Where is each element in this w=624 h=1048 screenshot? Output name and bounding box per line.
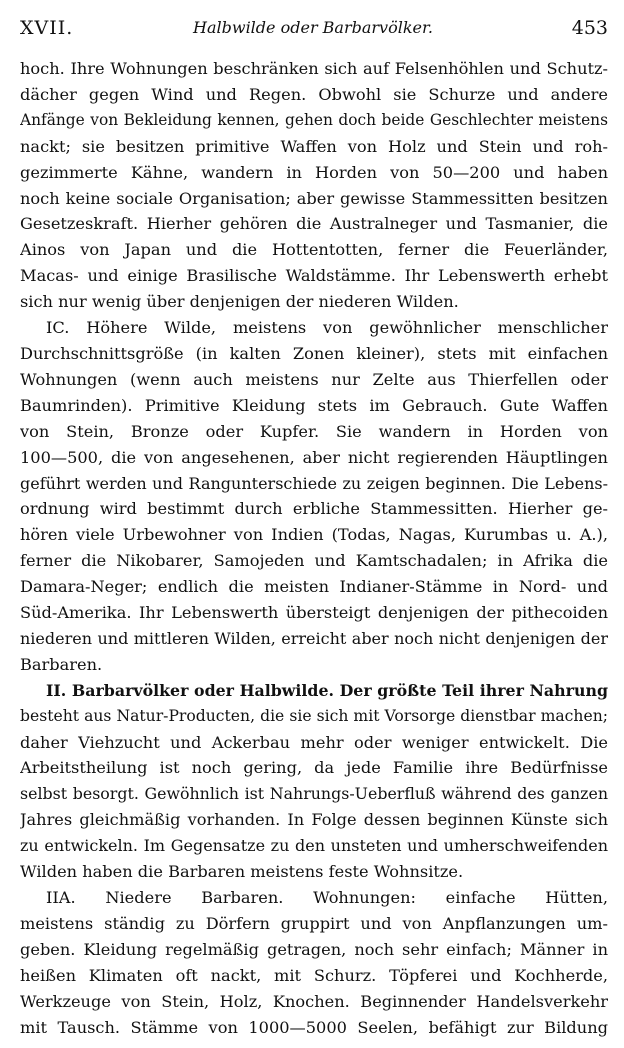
text-line: Arbeitstheilung ist noch gering, da jede Familie ihre Bedürfnisse bbox=[20, 758, 608, 778]
page-number: 453 bbox=[571, 17, 608, 39]
text-line: Durchschnittsgröße (in kalten Zonen kleiner), stets mit einfachen bbox=[20, 343, 608, 363]
text-line: hoch. Ihre Wohnungen beschränken sich auf Felsenhöhlen und Schutz- bbox=[20, 59, 608, 78]
text-line: zu entwickeln. Im Gegensatze zu den unsteten und umherschweifenden bbox=[20, 836, 608, 856]
text-line: noch keine sociale Organisation; aber gewisse Stammessitten besitzen bbox=[20, 188, 608, 208]
text-line: Wilden haben die Barbaren meistens feste Wohnsitze. bbox=[20, 862, 464, 882]
text-line: niederen und mittleren Wilden, erreicht aber noch nicht denjenigen der bbox=[20, 628, 608, 648]
text-line: hören viele Urbewohner von Indien (Todas, Nagas, Kurumbas u. A.), bbox=[20, 525, 608, 545]
text-line: dächer gegen Wind und Regen. Obwohl sie Schurze und andere bbox=[20, 84, 608, 104]
text-line: Macas- und einige Brasilische Waldstämme. Ihr Lebenswerth erhebt bbox=[20, 266, 608, 286]
running-header bbox=[18, 14, 608, 42]
text-line: von Stein, Bronze oder Kupfer. Sie wandern in Horden von bbox=[20, 421, 608, 441]
text-line: ordnung wird bestimmt durch erbliche Stammessitten. Hierher ge- bbox=[20, 499, 608, 519]
running-title: Halbwilde oder Barbarvölker. bbox=[193, 18, 433, 37]
page-body bbox=[20, 56, 608, 1040]
text-line: Werkzeuge von Stein, Holz, Knochen. Beginnender Handelsverkehr bbox=[20, 991, 608, 1011]
text-line: Jahres gleichmäßig vorhanden. In Folge dessen beginnen Künste sich bbox=[20, 810, 608, 830]
section-heading-ii: II. Barbarvölker oder Halbwilde. Der größte Teil ihrer Nahrung bbox=[46, 680, 608, 700]
text-line: Gesetzeskraft. Hierher gehören die Australneger und Tasmanier, die bbox=[20, 214, 608, 234]
text-line: meistens ständig zu Dörfern gruppirt und von Anpflanzungen um- bbox=[20, 913, 608, 933]
text-line: Wohnungen (wenn auch meistens nur Zelte aus Thierfellen oder bbox=[20, 369, 608, 389]
text-line: geben. Kleidung regelmäßig getragen, noch sehr einfach; Männer in bbox=[20, 939, 608, 959]
text-line: selbst besorgt. Gewöhnlich ist Nahrungs-Ueberfluß während des ganzen bbox=[20, 784, 608, 804]
text-line: sich nur wenig über denjenigen der niederen Wilden. bbox=[20, 292, 459, 312]
text-line: Barbaren. bbox=[20, 654, 103, 674]
text-line: mit Tausch. Stämme von 1000—5000 Seelen, befähigt zur Bildung bbox=[20, 1017, 608, 1037]
text-line: ferner die Nikobarer, Samojeden und Kamtschadalen; in Afrika die bbox=[20, 551, 608, 571]
text-line: nackt; sie besitzen primitive Waffen von Holz und Stein und roh- bbox=[20, 136, 608, 156]
text-line: Anfänge von Bekleidung kennen, gehen doch beide Geschlechter meistens bbox=[20, 110, 608, 129]
text-line: daher Viehzucht und Ackerbau mehr oder weniger entwickelt. Die bbox=[20, 732, 608, 752]
text-line: Baumrinden). Primitive Kleidung stets im Gebrauch. Gute Waffen bbox=[20, 395, 608, 415]
section-heading-iia: IIA. Niedere Barbaren. Wohnungen: einfache Hütten, bbox=[46, 888, 608, 907]
text-line: 100—500, die von angesehenen, aber nicht regierenden Häuptlingen bbox=[20, 447, 608, 467]
text-line: Damara-Neger; endlich die meisten Indianer-Stämme in Nord- und bbox=[20, 577, 608, 597]
text-line: besteht aus Natur-Producten, die sie sich mit Vorsorge dienstbar machen; bbox=[20, 706, 608, 725]
section-heading-ic: IC. Höhere Wilde, meistens von gewöhnlicher menschlicher bbox=[46, 318, 608, 338]
chapter-number: XVII. bbox=[20, 17, 74, 39]
text-line: Süd-Amerika. Ihr Lebenswerth übersteigt denjenigen der pithecoiden bbox=[20, 603, 608, 623]
text-line: Ainos von Japan und die Hottentotten, ferner die Feuerländer, bbox=[20, 240, 608, 260]
text-line: gezimmerte Kähne, wandern in Horden von 50—200 und haben bbox=[20, 162, 608, 182]
text-line: heißen Klimaten oft nackt, mit Schurz. Töpferei und Kochherde, bbox=[20, 965, 608, 985]
text-line: geführt werden und Rangunterschiede zu zeigen beginnen. Die Lebens- bbox=[20, 473, 608, 493]
